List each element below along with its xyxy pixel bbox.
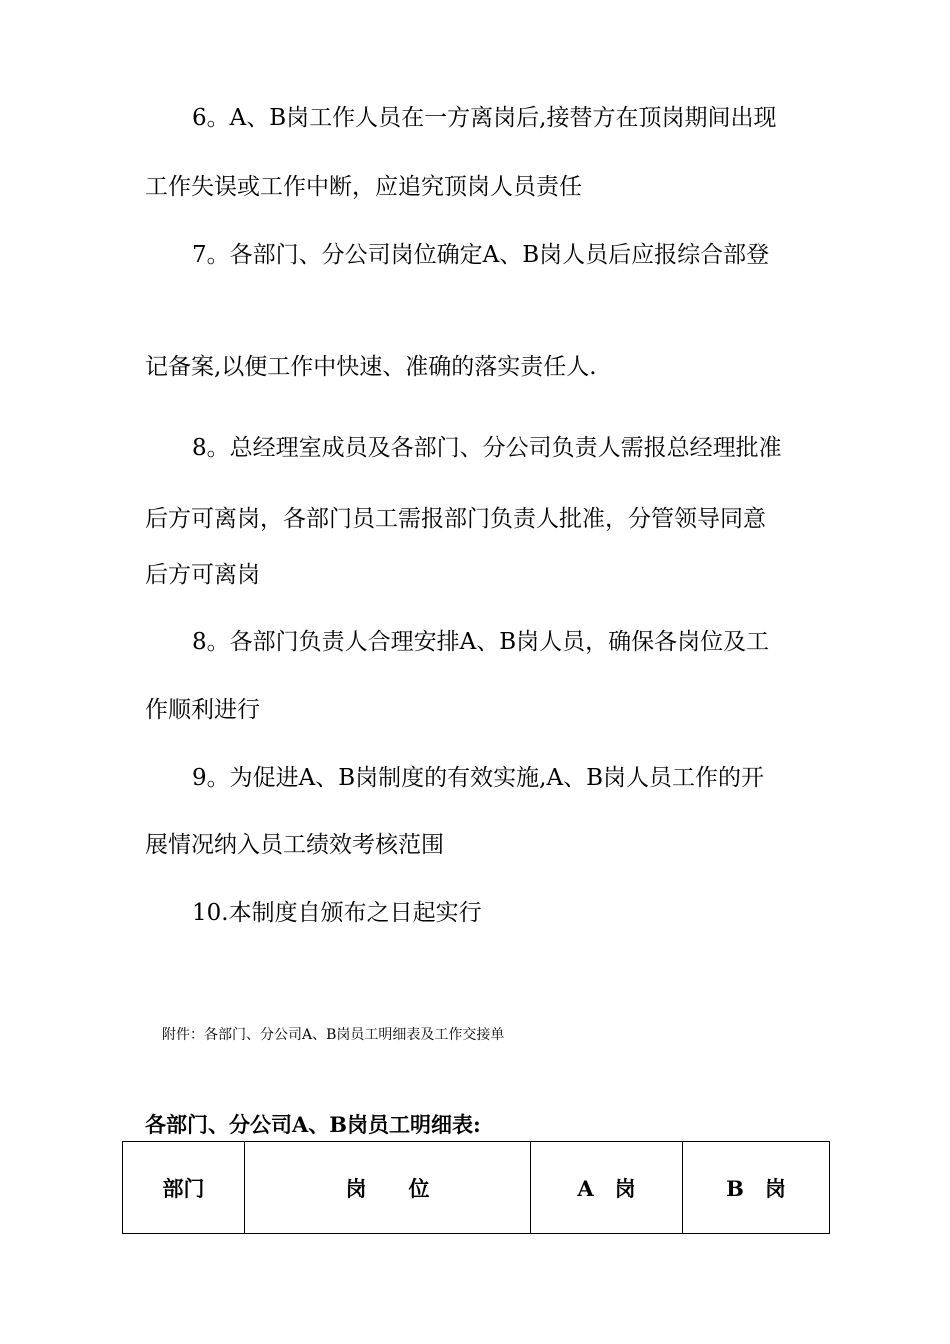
header-department: 部门 [123, 1142, 245, 1234]
paragraph-8b-line-1: 8。各部门负责人合理安排A、B岗人员，确保各岗位及工 [192, 629, 770, 655]
staff-table [122, 1141, 830, 1234]
paragraph-8a-line-2: 后方可离岗，各部门员工需报部门负责人批准，分管领导同意 [145, 506, 766, 532]
table-title: 各部门、分公司A、B岗员工明细表: [145, 1112, 481, 1137]
header-b-post: B 岗 [683, 1142, 830, 1234]
header-a-post: A 岗 [531, 1142, 683, 1234]
paragraph-8b-line-2: 作顺利进行 [145, 697, 260, 723]
paragraph-8a-line-3: 后方可离岗 [145, 562, 260, 588]
attachment-note: 附件：各部门、分公司A、B岗员工明细表及工作交接单 [162, 1027, 505, 1043]
paragraph-8a-line-1: 8。总经理室成员及各部门、分公司负责人需报总经理批准 [192, 435, 782, 461]
header-position: 岗 位 [245, 1142, 531, 1234]
paragraph-9-line-2: 展情况纳入员工绩效考核范围 [145, 832, 444, 858]
paragraph-7-line-1: 7。各部门、分公司岗位确定A、B岗人员后应报综合部登 [192, 242, 770, 268]
paragraph-6-line-2: 工作失误或工作中断，应追究顶岗人员责任 [145, 174, 582, 200]
paragraph-10-line-1: 10.本制度自颁布之日起实行 [192, 900, 482, 926]
table-header-row [123, 1142, 830, 1234]
paragraph-6-line-1: 6。A、B岗工作人员在一方离岗后,接替方在顶岗期间出现 [192, 105, 777, 131]
paragraph-9-line-1: 9。为促进A、B岗制度的有效实施,A、B岗人员工作的开 [192, 765, 764, 791]
paragraph-7-line-2: 记备案,以便工作中快速、准确的落实责任人. [145, 354, 597, 380]
